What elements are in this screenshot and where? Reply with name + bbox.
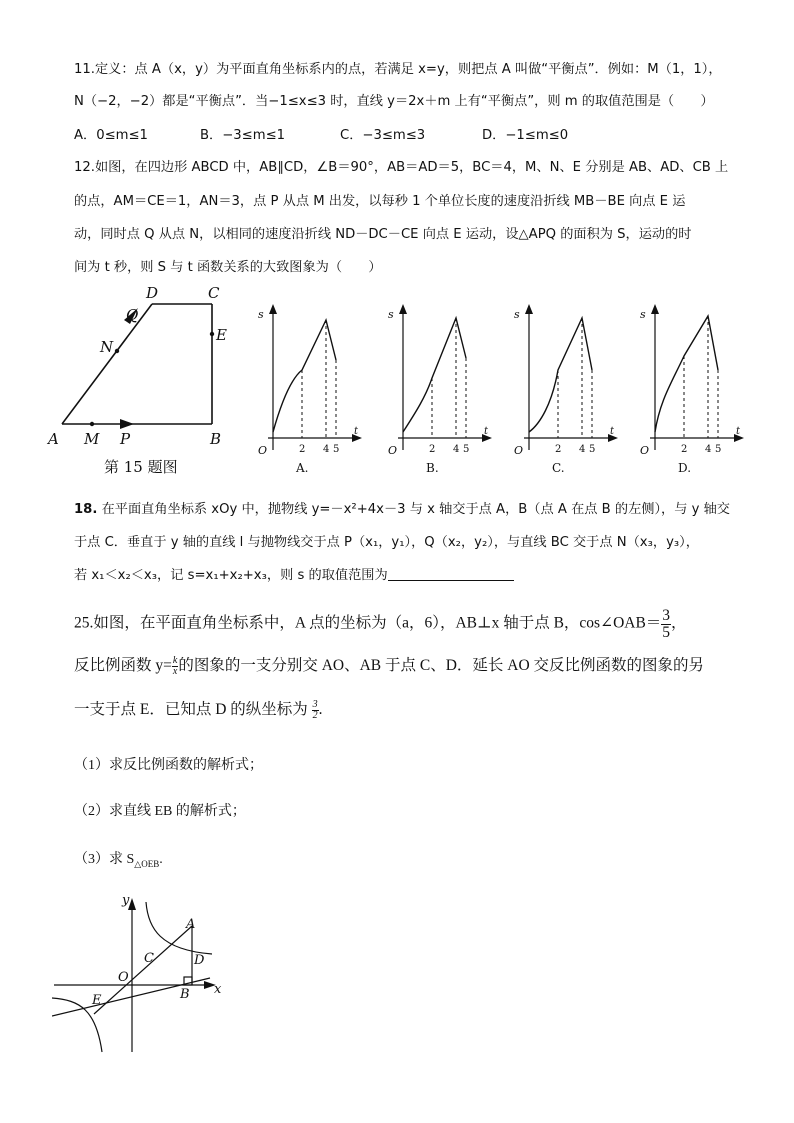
hyperbola-branch-1 — [146, 902, 212, 954]
point-e — [210, 332, 214, 336]
q12-graph-option-1 — [254, 300, 364, 480]
q11-option-b: B．−3≤m≤1 — [200, 128, 286, 143]
k-numerator: k — [172, 654, 178, 666]
q25-coordinate-figure — [52, 892, 232, 1062]
point-n — [115, 349, 119, 353]
label-e: E — [92, 993, 102, 1008]
graph-option-label: A. — [296, 461, 309, 475]
origin-label: O — [388, 444, 398, 457]
tick-label-4: 4 — [453, 444, 460, 455]
label-c: C — [208, 284, 220, 302]
q18-line-2: 于点 C．垂直于 y 轴的直线 l 与抛物线交于点 P（x₁，y₁），Q（x₂，y₂），与直线 BC 交于点 N（x₃，y₃）， — [74, 535, 699, 550]
t-axis-label: t — [484, 426, 489, 437]
q12-graph-option-2 — [384, 300, 494, 480]
q18-number: 18. — [74, 502, 98, 517]
tick-label-2: 2 — [299, 444, 306, 455]
q18-text-3: 若 x₁＜x₂＜x₃，记 s=x₁+x₂+x₃，则 s 的取值范围为 — [74, 568, 388, 583]
q11-option-a: A．0≤m≤1 — [74, 128, 148, 143]
cos-fraction — [661, 608, 671, 640]
q25-sub-3-subscript: △OEB — [134, 858, 160, 869]
label-y: y — [122, 893, 130, 908]
tick-label-4: 4 — [705, 444, 712, 455]
q11-line-2: N（−2，−2）都是“平衡点”．当−1≤x≤3 时，直线 y＝2x＋m 上有“平衡点”，则 m 的取值范围是（ ） — [74, 94, 714, 109]
q12-line-1: 12.如图，在四边形 ABCD 中，AB∥CD，∠B＝90°，AB＝AD＝5，BC＝4，M、N、E 分别是 AB、AD、CB 上 — [74, 160, 729, 175]
tick-label-5: 5 — [333, 444, 340, 455]
s-axis-label: s — [258, 308, 264, 321]
q25-sub-1: （1）求反比例函数的解析式； — [74, 758, 263, 773]
q25-line-3 — [74, 697, 323, 721]
s-axis-arrow — [651, 304, 659, 314]
t-axis-label: t — [610, 426, 615, 437]
figure-caption: 第 15 题图 — [104, 458, 178, 476]
q25-text-3b: . — [318, 701, 323, 718]
label-q: Q — [126, 306, 139, 324]
arrow-p — [120, 419, 134, 429]
label-p: P — [120, 430, 131, 448]
q11-option-d: D．−1≤m≤0 — [482, 128, 569, 143]
line-ea — [94, 926, 192, 1014]
origin-label: O — [514, 444, 524, 457]
cos-denominator: 5 — [662, 623, 671, 641]
q25-line-1 — [74, 608, 687, 640]
label-b: B — [210, 430, 222, 448]
q25-text-3a: 一支于点 E．已知点 D 的纵坐标为 — [74, 701, 308, 718]
s-axis-label: s — [514, 308, 520, 321]
t-axis-label: t — [736, 426, 741, 437]
function-curve — [403, 318, 466, 432]
label-n: N — [100, 338, 114, 356]
q11-line-1: 11.定义：点 A（x，y）为平面直角坐标系内的点，若满足 x=y，则把点 A 叫做“平衡点”．例如：M（1，1）， — [74, 62, 722, 77]
label-o: O — [118, 970, 129, 985]
q25-sub-3 — [74, 848, 163, 870]
label-m: M — [84, 430, 100, 448]
tick-label-4: 4 — [579, 444, 586, 455]
cos-numerator: 3 — [662, 607, 671, 624]
label-c: C — [144, 951, 154, 966]
q25-text-1b: ， — [671, 614, 687, 632]
label-a: A — [186, 917, 196, 932]
q25-text-1a: 25.如图，在平面直角坐标系中，A 点的坐标为（a，6），AB⊥x 轴于点 B，cos∠OAB＝ — [74, 614, 662, 632]
x-denominator: x — [172, 665, 178, 677]
tick-label-5: 5 — [589, 444, 596, 455]
tick-label-4: 4 — [323, 444, 330, 455]
tick-label-5: 5 — [715, 444, 722, 455]
origin-label: O — [258, 444, 268, 457]
label-d: D — [146, 284, 159, 302]
tick-label-2: 2 — [681, 444, 688, 455]
s-axis-label: s — [640, 308, 646, 321]
s-axis-arrow — [399, 304, 407, 314]
answer-blank — [388, 568, 514, 581]
s-axis-label: s — [388, 308, 394, 321]
q12-graph-option-4 — [636, 300, 746, 480]
q12-line-3: 动，同时点 Q 从点 N，以相同的速度沿折线 ND－DC－CE 向点 E 运动，设△APQ 的面积为 S，运动的时 — [74, 227, 692, 242]
q25-sub-2: （2）求直线 EB 的解析式； — [74, 804, 246, 819]
graph-option-label: B. — [426, 461, 439, 475]
graph-option-label: D. — [678, 461, 692, 475]
origin-label: O — [640, 444, 650, 457]
s-axis-arrow — [269, 304, 277, 314]
tick-label-5: 5 — [463, 444, 470, 455]
q25-line-2 — [74, 653, 704, 677]
t-axis-label: t — [354, 426, 359, 437]
side-da — [62, 304, 152, 424]
function-curve — [655, 316, 718, 432]
q18-line-1 — [74, 498, 730, 517]
tick-label-2: 2 — [429, 444, 436, 455]
q11-option-c: C．−3≤m≤3 — [340, 128, 426, 143]
q25-sub-3-text: （3）求 S — [74, 852, 135, 867]
label-d: D — [194, 953, 205, 968]
function-curve — [529, 318, 592, 432]
label-a: A — [48, 430, 59, 448]
s-axis-arrow — [525, 304, 533, 314]
d-denominator: 2 — [312, 709, 318, 721]
graph-option-label: C. — [552, 461, 565, 475]
label-e: E — [216, 326, 227, 344]
q12-quadrilateral-figure — [46, 282, 246, 477]
q18-text-1: 在平面直角坐标系 xOy 中，抛物线 y=－x²+4x－3 与 x 轴交于点 A，B（点 A 在点 B 的左侧），与 y 轴交 — [101, 502, 730, 517]
tick-label-2: 2 — [555, 444, 562, 455]
d-ordinate-fraction — [312, 700, 319, 721]
label-b: B — [180, 987, 190, 1002]
point-m — [90, 422, 94, 426]
q25-text-2b: 的图象的一支分别交 AO、AB 于点 C、D．延长 AO 交反比例函数的图象的另 — [178, 657, 705, 674]
q12-line-2: 的点，AM＝CE＝1，AN＝3，点 P 从点 M 出发，以每秒 1 个单位长度的速度沿折线 MB－BE 向点 E 运 — [74, 194, 686, 209]
d-numerator: 3 — [312, 698, 318, 710]
q12-graph-option-3 — [510, 300, 620, 480]
function-curve — [273, 320, 336, 432]
q25-sub-3-end: . — [159, 852, 163, 867]
q12-line-4: 间为 t 秒，则 S 与 t 函数关系的大致图象为（ ） — [74, 260, 382, 275]
q18-line-3 — [74, 564, 514, 583]
q25-text-2a: 反比例函数 y= — [74, 657, 172, 674]
label-x: x — [214, 982, 222, 997]
